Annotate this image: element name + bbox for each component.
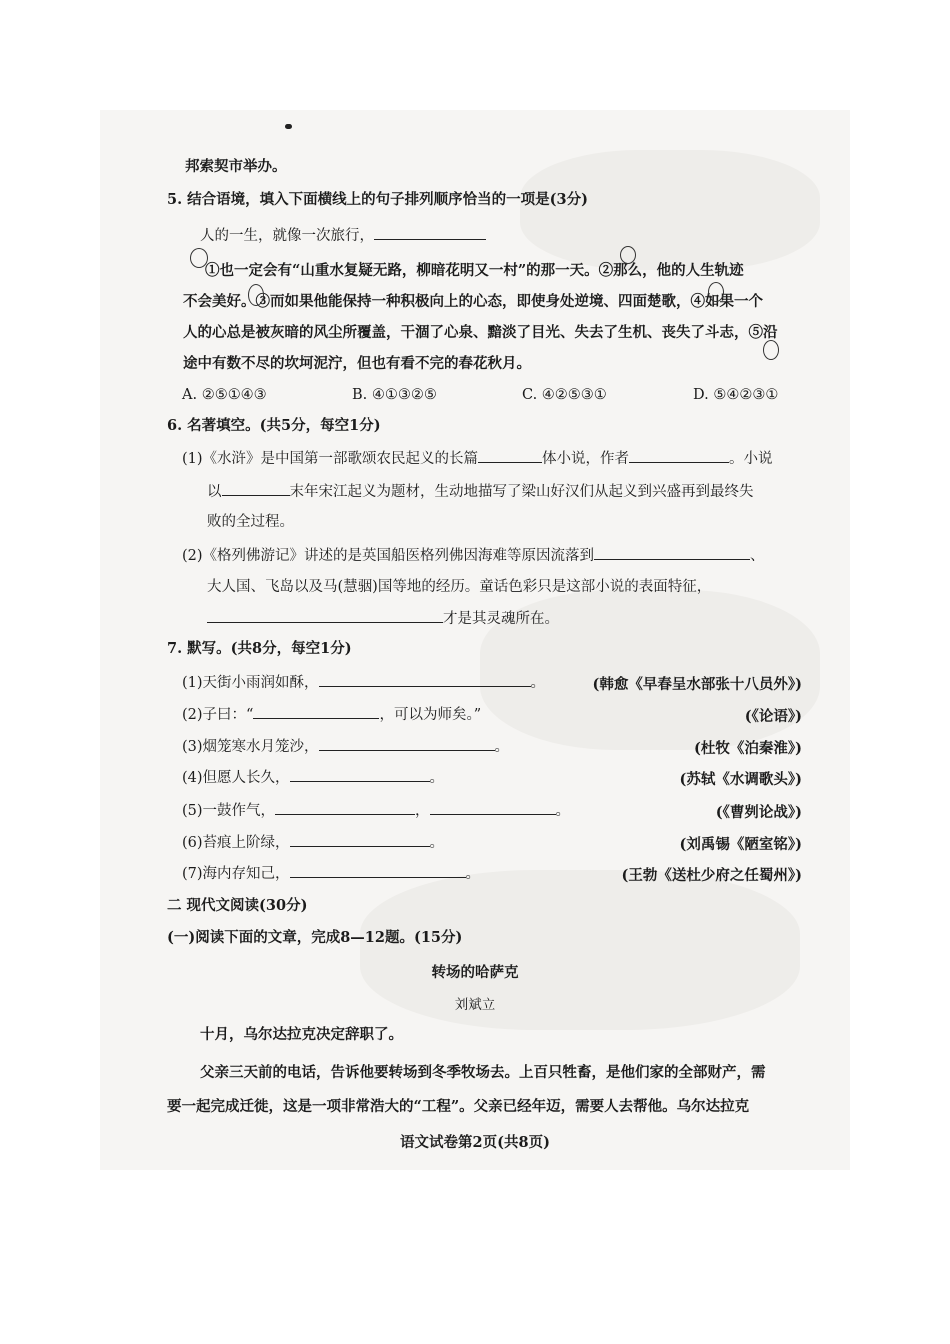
page-footer: 语文试卷第2页(共8页) [400,1134,550,1151]
question-6-stem: 6. 名著填空。(共5分，每空1分) [167,417,381,434]
recite-source: (刘禹锡《陋室铭》) [679,836,802,853]
answer-blank[interactable] [594,546,750,560]
recite-item: (7)海内存知己， 。 [182,866,481,882]
handwritten-circle-mark [708,282,724,302]
article-title: 转场的哈萨克 [431,964,519,981]
option-c[interactable]: C. ④②⑤③① [522,387,607,403]
question-5-passage-line: ①也一定会有“山重水复疑无路，柳暗花明又一村”的那一天。②那么，他的人生轨迹 [205,262,744,279]
question-6-line: (1)《水浒》是中国第一部歌颂农民起义的长篇 体小说，作者 。小说 [182,451,773,467]
section-instructions: (一)阅读下面的文章，完成8—12题。(15分) [167,929,463,946]
handwritten-circle-mark [248,284,264,306]
answer-blank[interactable] [629,449,729,463]
answer-blank[interactable] [319,737,495,751]
answer-blank[interactable] [374,226,486,240]
recite-source: (《曹刿论战》) [715,804,802,821]
recite-item: (4)但愿人长久， 。 [182,770,445,786]
recite-item: (3)烟笼寒水月笼沙， 。 [182,739,510,755]
option-a[interactable]: A. ②⑤①④③ [182,387,267,403]
handwritten-circle-mark [190,248,208,268]
article-paragraph: 十月，乌尔达拉克决定辞职了。 [200,1026,403,1043]
option-d[interactable]: D. ⑤④②③① [693,387,779,403]
question-6-line: 以 末年宋江起义为题材，生动地描写了梁山好汉们从起义到兴盛再到最终失 [207,484,754,500]
answer-blank[interactable] [290,833,430,847]
recite-item: (6)苔痕上阶绿， 。 [182,835,445,851]
question-5-passage-line: 途中有数不尽的坎坷泥泞，但也有看不完的春花秋月。 [183,355,531,372]
handwritten-circle-mark [620,246,636,264]
recite-source: (《论语》) [744,708,802,725]
article-paragraph: 要一起完成迁徙，这是一项非常浩大的“工程”。父亲已经年迈，需要人去帮他。乌尔达拉克 [167,1098,750,1115]
question-6-line: (2)《格列佛游记》讲述的是英国船医格列佛因海难等原因流落到 、 [182,548,765,564]
question-5-passage-line: 不会美好。③而如果他能保持一种积极向上的心态，即使身处逆境、四面楚歌，④如果一个 [183,293,763,310]
carry-over-text: 邦索契市举办。 [185,158,287,175]
section-heading: 二 现代文阅读(30分) [167,897,308,914]
recite-source: (杜牧《泊秦淮》) [694,740,802,757]
bleed-through-shadow [520,150,820,270]
question-6-line: 才是其灵魂所在。 [207,609,559,628]
answer-blank[interactable] [275,801,415,815]
question-5-intro: 人的一生，就像一次旅行， [200,226,486,245]
answer-blank[interactable] [319,673,531,687]
handwritten-circle-mark [763,340,779,360]
article-paragraph: 父亲三天前的电话，告诉他要转场到冬季牧场去。上百只牲畜，是他们家的全部财产，需 [200,1064,766,1081]
answer-blank[interactable] [430,801,556,815]
answer-blank[interactable] [478,449,542,463]
question-5-passage-line: 人的心总是被灰暗的风尘所覆盖，干涸了心泉、黯淡了目光、失去了生机、丧失了斗志，⑤沿 [183,324,778,341]
answer-blank[interactable] [207,609,443,623]
recite-source: (苏轼《水调歌头》) [679,771,802,788]
recite-item: (1)天街小雨润如酥， 。 [182,675,546,691]
answer-blank[interactable] [290,864,466,878]
answer-blank[interactable] [222,482,290,496]
question-6-line: 大人国、飞岛以及马(慧骃)国等地的经历。童话色彩只是这部小说的表面特征， [207,579,712,595]
option-b[interactable]: B. ④①③②⑤ [352,387,437,403]
ink-spot [285,124,292,129]
recite-item: (2)子曰：“ ，可以为师矣。” [182,707,482,723]
answer-blank[interactable] [253,705,379,719]
recite-item: (5)一鼓作气， ， 。 [182,803,571,819]
recite-source: (王勃《送杜少府之任蜀州》) [621,867,802,884]
question-5-stem: 5. 结合语境，填入下面横线上的句子排列顺序恰当的一项是(3分) [167,191,588,208]
question-7-stem: 7. 默写。(共8分，每空1分) [167,640,352,657]
answer-blank[interactable] [290,768,430,782]
recite-source: (韩愈《早春呈水部张十八员外》) [592,676,802,693]
article-author: 刘斌立 [454,997,496,1013]
question-6-line: 败的全过程。 [207,514,294,530]
